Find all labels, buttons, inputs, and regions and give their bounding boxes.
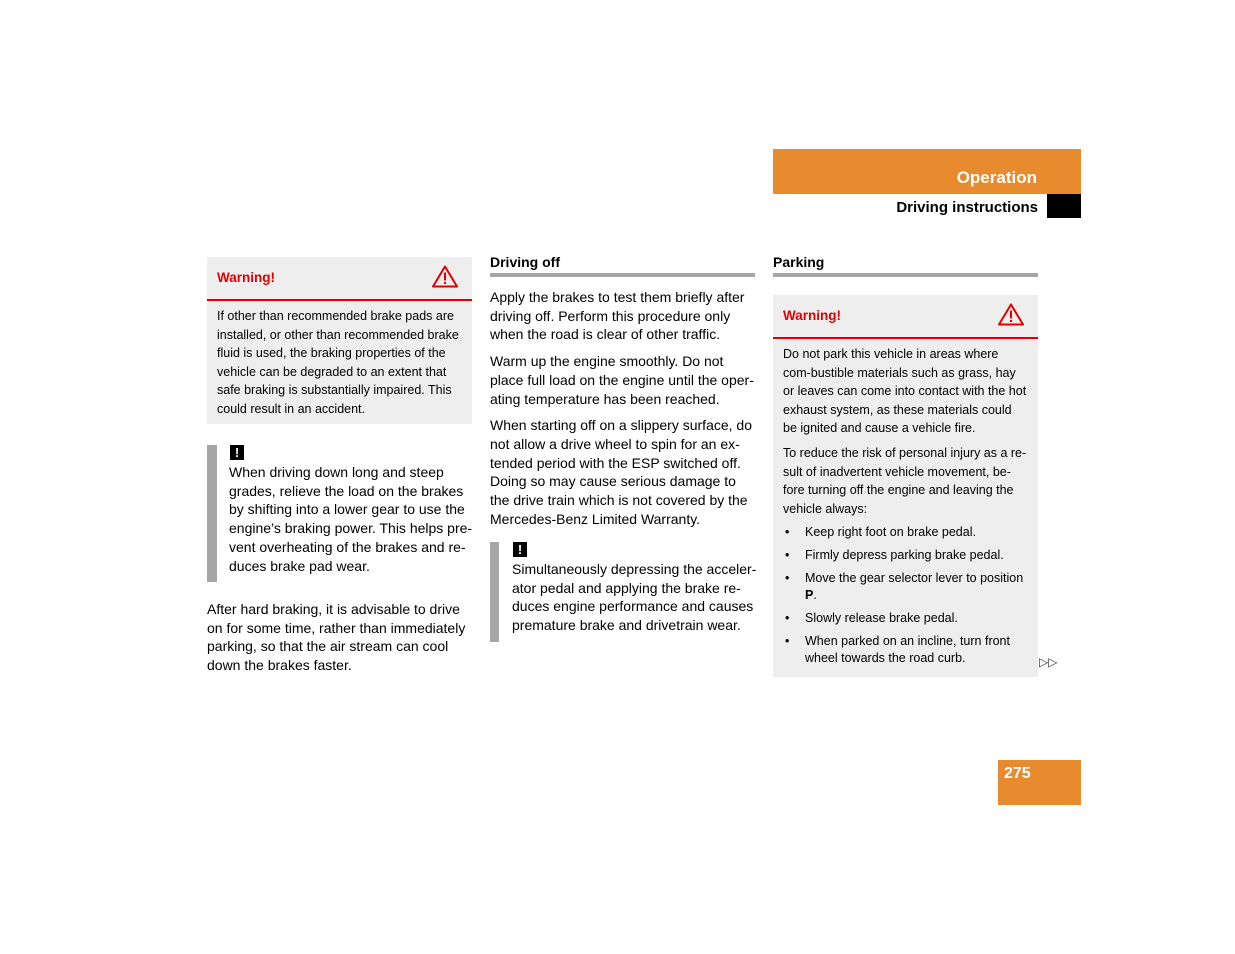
paragraph-3: When starting off on a slippery surface, do not allow a drive wheel to spin for an ex-tended period with the ESP switched off. Doing so may cause serious damage to the drive train which is not covered by the Mercedes-Benz Limited Warranty. [490, 417, 752, 527]
exclamation-icon: ! [513, 542, 527, 557]
continued-arrows-icon: ▷▷ [1039, 655, 1058, 669]
list-item-text: Move the gear selector lever to position [805, 571, 1024, 586]
warning-header [773, 295, 1038, 339]
list-item: • Firmly depress parking brake pedal. [783, 547, 1028, 564]
warning-text: If other than recommended brake pads are installed, or other than recommended brake fluid is used, the braking properties of the vehicle can be degraded to an extent that safe braking is substantially impaired. This could result in an accident. [217, 309, 459, 416]
warning-triangle-icon [998, 303, 1024, 326]
page-number: 275 [1004, 765, 1031, 782]
parking-steps-list [783, 524, 1028, 667]
parking-warning-box [773, 295, 1038, 677]
heading-rule [490, 273, 755, 277]
list-item: • Move the gear selector lever to position P. [783, 570, 1028, 604]
section-title: Operation [956, 168, 1037, 187]
paragraph-2: Warm up the engine smoothly. Do not place full load on the engine until the oper-ating temperature has been reached. [490, 353, 754, 407]
downhill-braking-notice [207, 445, 472, 582]
gear-position: P [805, 588, 814, 603]
warning-body [207, 301, 472, 433]
list-item: • Slowly release brake pedal. [783, 610, 1028, 627]
notice-text: When driving down long and steep grades, relieve the load on the brakes by shifting into a lower gear to use the engine’s braking power. This helps pre-vent overheating of the brakes and re-duces brake pad wear. [229, 464, 473, 574]
warning-para-2: To reduce the risk of personal injury as a re-sult of inadvertent vehicle movement, be-fore turning off the engine and leaving the vehicle always: [783, 445, 1027, 516]
paragraph-text: After hard braking, it is advisable to drive on for some time, rather than immediately parking, so that the air stream can cool down the brakes faster. [207, 601, 466, 674]
warning-para-1: Do not park this vehicle in areas where com-bustible materials such as grass, hay or leaves can come into contact with the hot exhaust system, as these materials could be ignited and cause a vehicle fire. [783, 347, 1027, 436]
paragraph-1: Apply the brakes to test them briefly after driving off. Perform this procedure only when the road is clear of other traffic. [490, 289, 745, 343]
warning-label: Warning! [783, 308, 841, 323]
warning-label: Warning! [217, 270, 275, 285]
subsection-title: Driving instructions [896, 199, 1038, 216]
section-heading: Parking [773, 254, 825, 270]
warning-body [773, 339, 1038, 681]
warning-header [207, 257, 472, 301]
driving-off-body [490, 288, 758, 536]
list-item: • Keep right foot on brake pedal. [783, 524, 1028, 541]
notice-bar [490, 542, 499, 642]
heading-rule [773, 273, 1038, 277]
driving-off-section [490, 254, 755, 277]
list-item: • When parked on an incline, turn front wheel towards the road curb. [783, 633, 1028, 667]
page-number-tab [998, 760, 1081, 805]
notice-bar [207, 445, 217, 582]
accelerator-brake-notice [490, 542, 758, 642]
header-section-tab [773, 149, 1081, 194]
notice-text: Simultaneously depressing the acceler-ator pedal and applying the brake re-duces engine performance and causes premature brake and drivetrain wear. [512, 561, 757, 634]
thumb-index-marker [1047, 194, 1081, 218]
warning-triangle-icon [432, 265, 458, 288]
section-heading: Driving off [490, 254, 560, 270]
parking-section [773, 254, 1038, 277]
hard-braking-paragraph [207, 600, 472, 683]
exclamation-icon: ! [230, 445, 244, 460]
brake-pads-warning-box [207, 257, 472, 424]
